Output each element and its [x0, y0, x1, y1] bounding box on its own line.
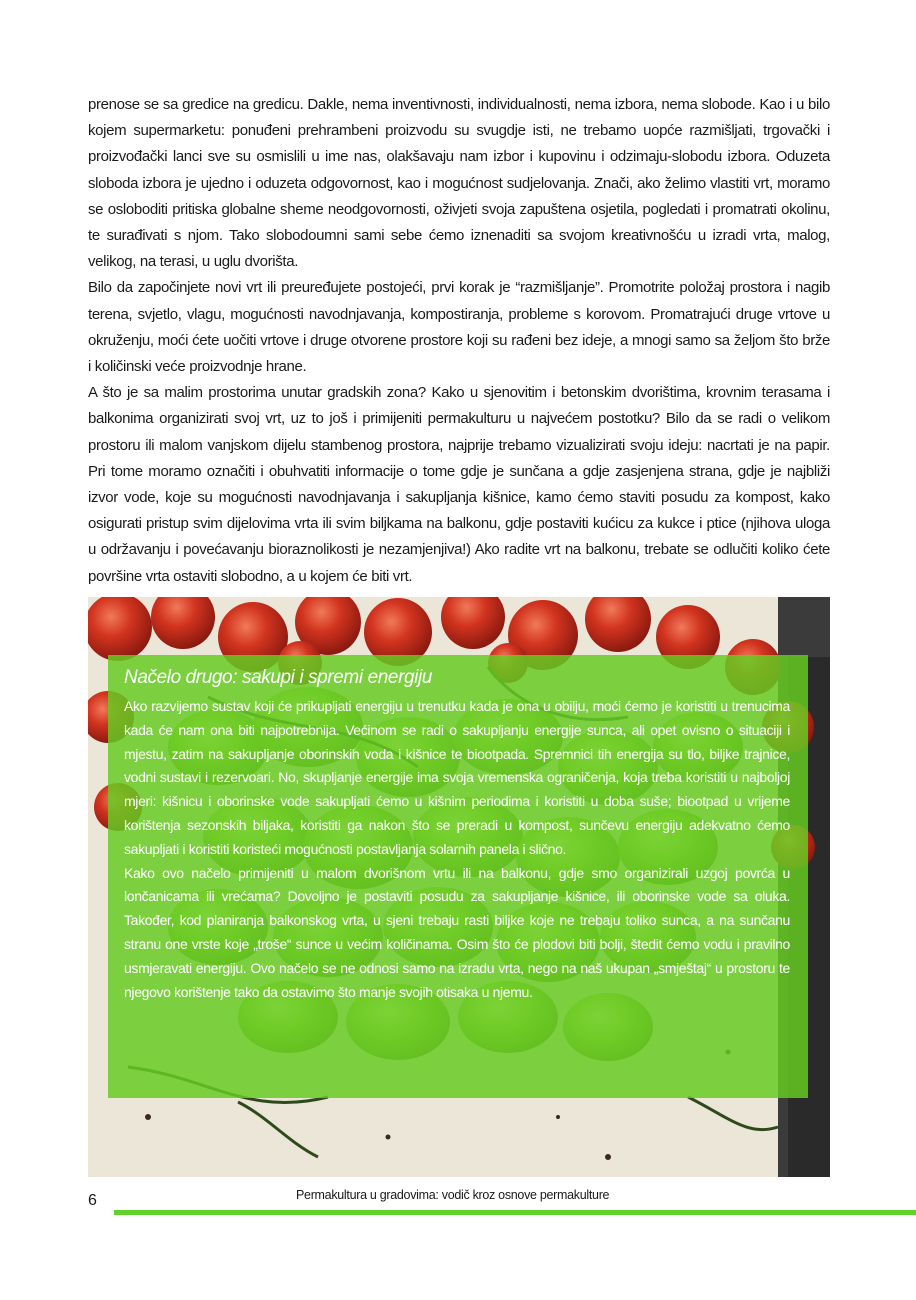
footer-rule [114, 1210, 916, 1215]
page-number: 6 [88, 1192, 97, 1209]
principle-paragraph: Kako ovo načelo primijeniti u malom dvorišnom vrtu ili na balkonu, gdje smo organizirali uzgoj povrća u lončanicama ili vrećama? Dovoljno je postaviti posudu za sakupljanje kišnice, ili oborinske vode sa oluka. Također, kod planiranja balkonskog vrta, u sjeni trebaju rasti biljke koje ne trebaju toliko sunca, a na sunčanu stranu one vrste koje „troše“ sunce u većim količinama. Osim što će plodovi biti bolji, štedit ćemo vodu i pravilno usmjeravati energiju. Ovo načelo se ne odnosi samo na izradu vrta, nego na naš ukupan „smještaj“ u prostoru te njegovo korištenje tako da ostavimo što manje svojih otisaka u njemu. [124, 864, 790, 1000]
principle-paragraph: Ako razvijemo sustav koji će prikupljati energiju u trenutku kada je ona u obilju, moći ćemo je koristiti u trenucima kada će nam ona biti najpotrebnija. Većinom se radi o sakupljanju energije sunca, ali opet ovisno o situaciji i mjestu, zatim na sakupljanje oborinskih voda i kišnice te biootpada. Spremnici tih energija su tlo, biljke trajnice, vodni sustavi i rezervoari. No, skupljanje energije ima svoja vremenska ograničenja, koja treba koristiti u najboljoj mjeri: kišnicu i oborinske vode sakupljati ćemo u kišnim periodima i koristiti u doba suše; biootpad u vrijeme korištenja sezonskih biljaka, koristiti ga nakon što se preradi u kompost, sunčevu energiju adekvatno ćemo sakupljati i koristiti koristeći mogućnosti postavljanja solarnih panela i slično. [124, 698, 790, 857]
body-paragraph: A što je sa malim prostorima unutar gradskih zona? Kako u sjenovitim i betonskim dvorištima, krovnim terasama i balkonima organizirati svoj vrt, uz to još i primijeniti permakulturu u najvećem postotku? Bilo da se radi o velikom prostoru ili malom vanjskom dijelu stambenog prostora, najprije trebamo vizualizirati svoju ideju: nacrtati je na papir. Pri tome moramo označiti i obuhvatiti informacije o tome gdje je sunčana a gdje zasjenjena strana, gdje je najbliži izvor vode, koje su mogućnosti navodnjavanja i sakupljanja kišnice, kamo ćemo staviti posudu za kompost, kako osigurati pristup svim dijelovima vrta ili svim biljkama na balkonu, gdje postaviti kućicu za kukce i ptice (njihova uloga u održavanju i povećavanju bioraznolikosti je nezamjenjiva!) Ako radite vrt na balkonu, trebate se odlučiti koliko ćete površine vrta ostaviti slobodno, a u kojem će biti vrt. [88, 384, 830, 585]
footer-title: Permakultura u gradovima: vodič kroz osnove permakulture [296, 1188, 610, 1202]
body-paragraph: Bilo da započinjete novi vrt ili preuređujete postojeći, prvi korak je “razmišljanje”. Promotrite položaj prostora i nagib terena, svjetlo, vlagu, mogućnosti navodnjavanja, kompostiranja, probleme s korovom. Promatrajući druge vrtove u okruženju, moći ćete uočiti vrtove i druge otvorene prostore koji su rađeni bez ideje, a mnogi samo sa željom što brže i količinski veće proizvodnje hrane. [88, 279, 830, 376]
principle-text [124, 695, 790, 1004]
body-paragraph: prenose se sa gredice na gredicu. Dakle, nema inventivnosti, individualnosti, nema izbora, nema slobode. Kao i u bilo kojem supermarketu: ponuđeni prehrambeni proizvodu su svugdje isti, ne trebamo uopće razmišljati, trgovački i proizvođački lanci sve su osmislili u ime nas, olakšavaju nam izbor i kupovinu i odzimaju-slobodu izbora. Oduzeta sloboda izbora je ujedno i oduzeta odgovornost, kao i mogućnost sudjelovanja. Znači, ako želimo vlastiti vrt, moramo se osloboditi pritiska globalne sheme neodgovornosti, oživjeti svoja zapuštena osjetila, pogledati i promatrati okolinu, te surađivati s njom. Tako slobodoumni sami sebe ćemo iznenaditi sa svojom kreativnošću u izradi vrta, malog, velikog, na terasi, u uglu dvorišta. [88, 96, 830, 271]
body-text [88, 92, 830, 590]
principle-box [108, 655, 808, 1098]
principle-title: Načelo drugo: sakupi i spremi energiju [124, 667, 432, 688]
